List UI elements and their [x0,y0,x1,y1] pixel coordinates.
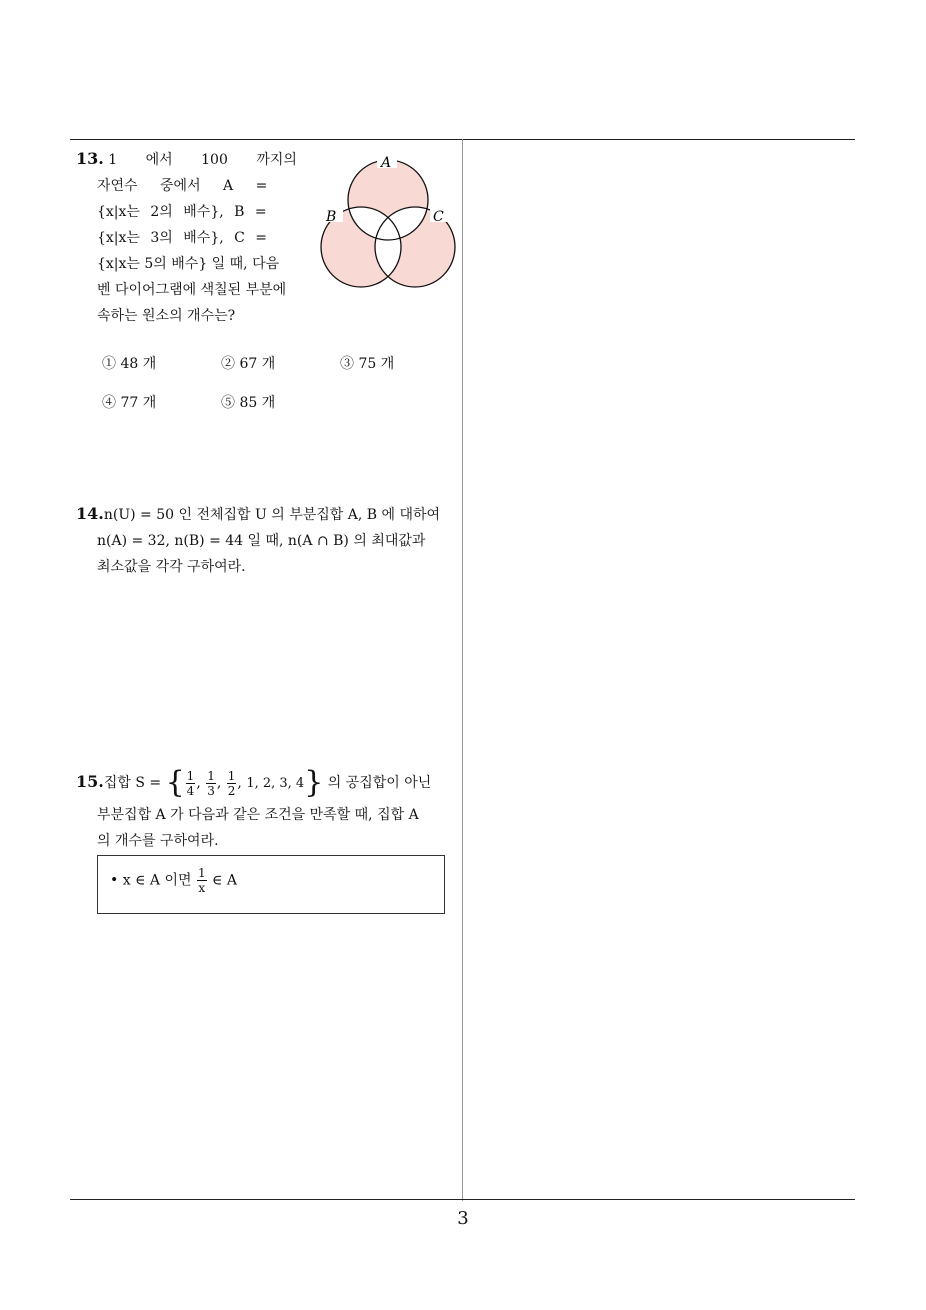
page-number: 3 [457,1208,469,1229]
q15-condition-frac: $\frac{1}{x}$ [197,866,206,895]
q14-line-1: 14.n(U) = 50 인 전체집합 U 의 부분집합 A, B 에 대하여 [76,504,441,523]
q15-condition-box [97,855,445,914]
bottom-rule [70,1199,855,1200]
venn-diagram [315,150,465,300]
q13-line-1: 13. 1 에서 100 까지의 [76,149,297,168]
venn-label-a: A [381,155,392,171]
q15-set-rest: 1, 2, 3, 4 [246,776,305,791]
q15-line-1: 15.집합 S = { $\frac{1}{4}$ , $\frac{1}{3}$ , $\frac{1}{2}$ , 1, 2, 3, 4} 의 공집합이 아닌 [76,765,432,800]
q15-number: 15. [76,772,104,791]
q15-frac-1: $\frac{1}{4}$ [186,768,195,798]
q14-line-3: 최소값을 각각 구하여라. [97,559,246,575]
q15-line-2: 부분집합 A 가 다음과 같은 조건을 만족할 때, 집합 A [97,807,419,823]
q15-condition: • x ∈ A 이면 $\frac{1}{x}$ ∈ A [110,866,237,895]
venn-label-c: C [433,209,444,225]
q13-line-2: 자연수 중에서 A = [97,178,268,194]
q13-line-7: 속하는 원소의 개수는? [97,308,236,324]
q13-number: 13. [76,149,104,168]
q14-line-2: n(A) = 32, n(B) = 44 일 때, n(A ∩ B) 의 최대값과 [97,533,426,549]
venn-label-b: B [326,209,337,225]
question-14 [76,501,460,580]
q13-line-5: {x|x는 5의 배수} 일 때, 다음 [97,256,280,272]
q13-option-3[interactable]: ③ 75 개 [340,356,395,372]
q13-line-4: {x|x는 3의 배수}, C = [97,230,268,246]
q13-option-1[interactable]: ① 48 개 [102,356,157,372]
q14-number: 14. [76,504,104,523]
q13-line-3: {x|x는 2의 배수}, B = [97,204,267,220]
q13-option-5[interactable]: ⑤ 85 개 [221,395,276,411]
q13-option-2[interactable]: ② 67 개 [221,356,276,372]
q15-frac-2: $\frac{1}{3}$ [207,768,215,798]
question-15 [76,764,460,854]
question-13 [76,146,308,329]
q13-line-6: 벤 다이어그램에 색칠된 부분에 [97,282,287,298]
q13-option-4[interactable]: ④ 77 개 [102,395,157,411]
q15-line-3: 의 개수를 구하여라. [97,833,219,849]
q15-frac-3: $\frac{1}{2}$ [227,768,236,798]
